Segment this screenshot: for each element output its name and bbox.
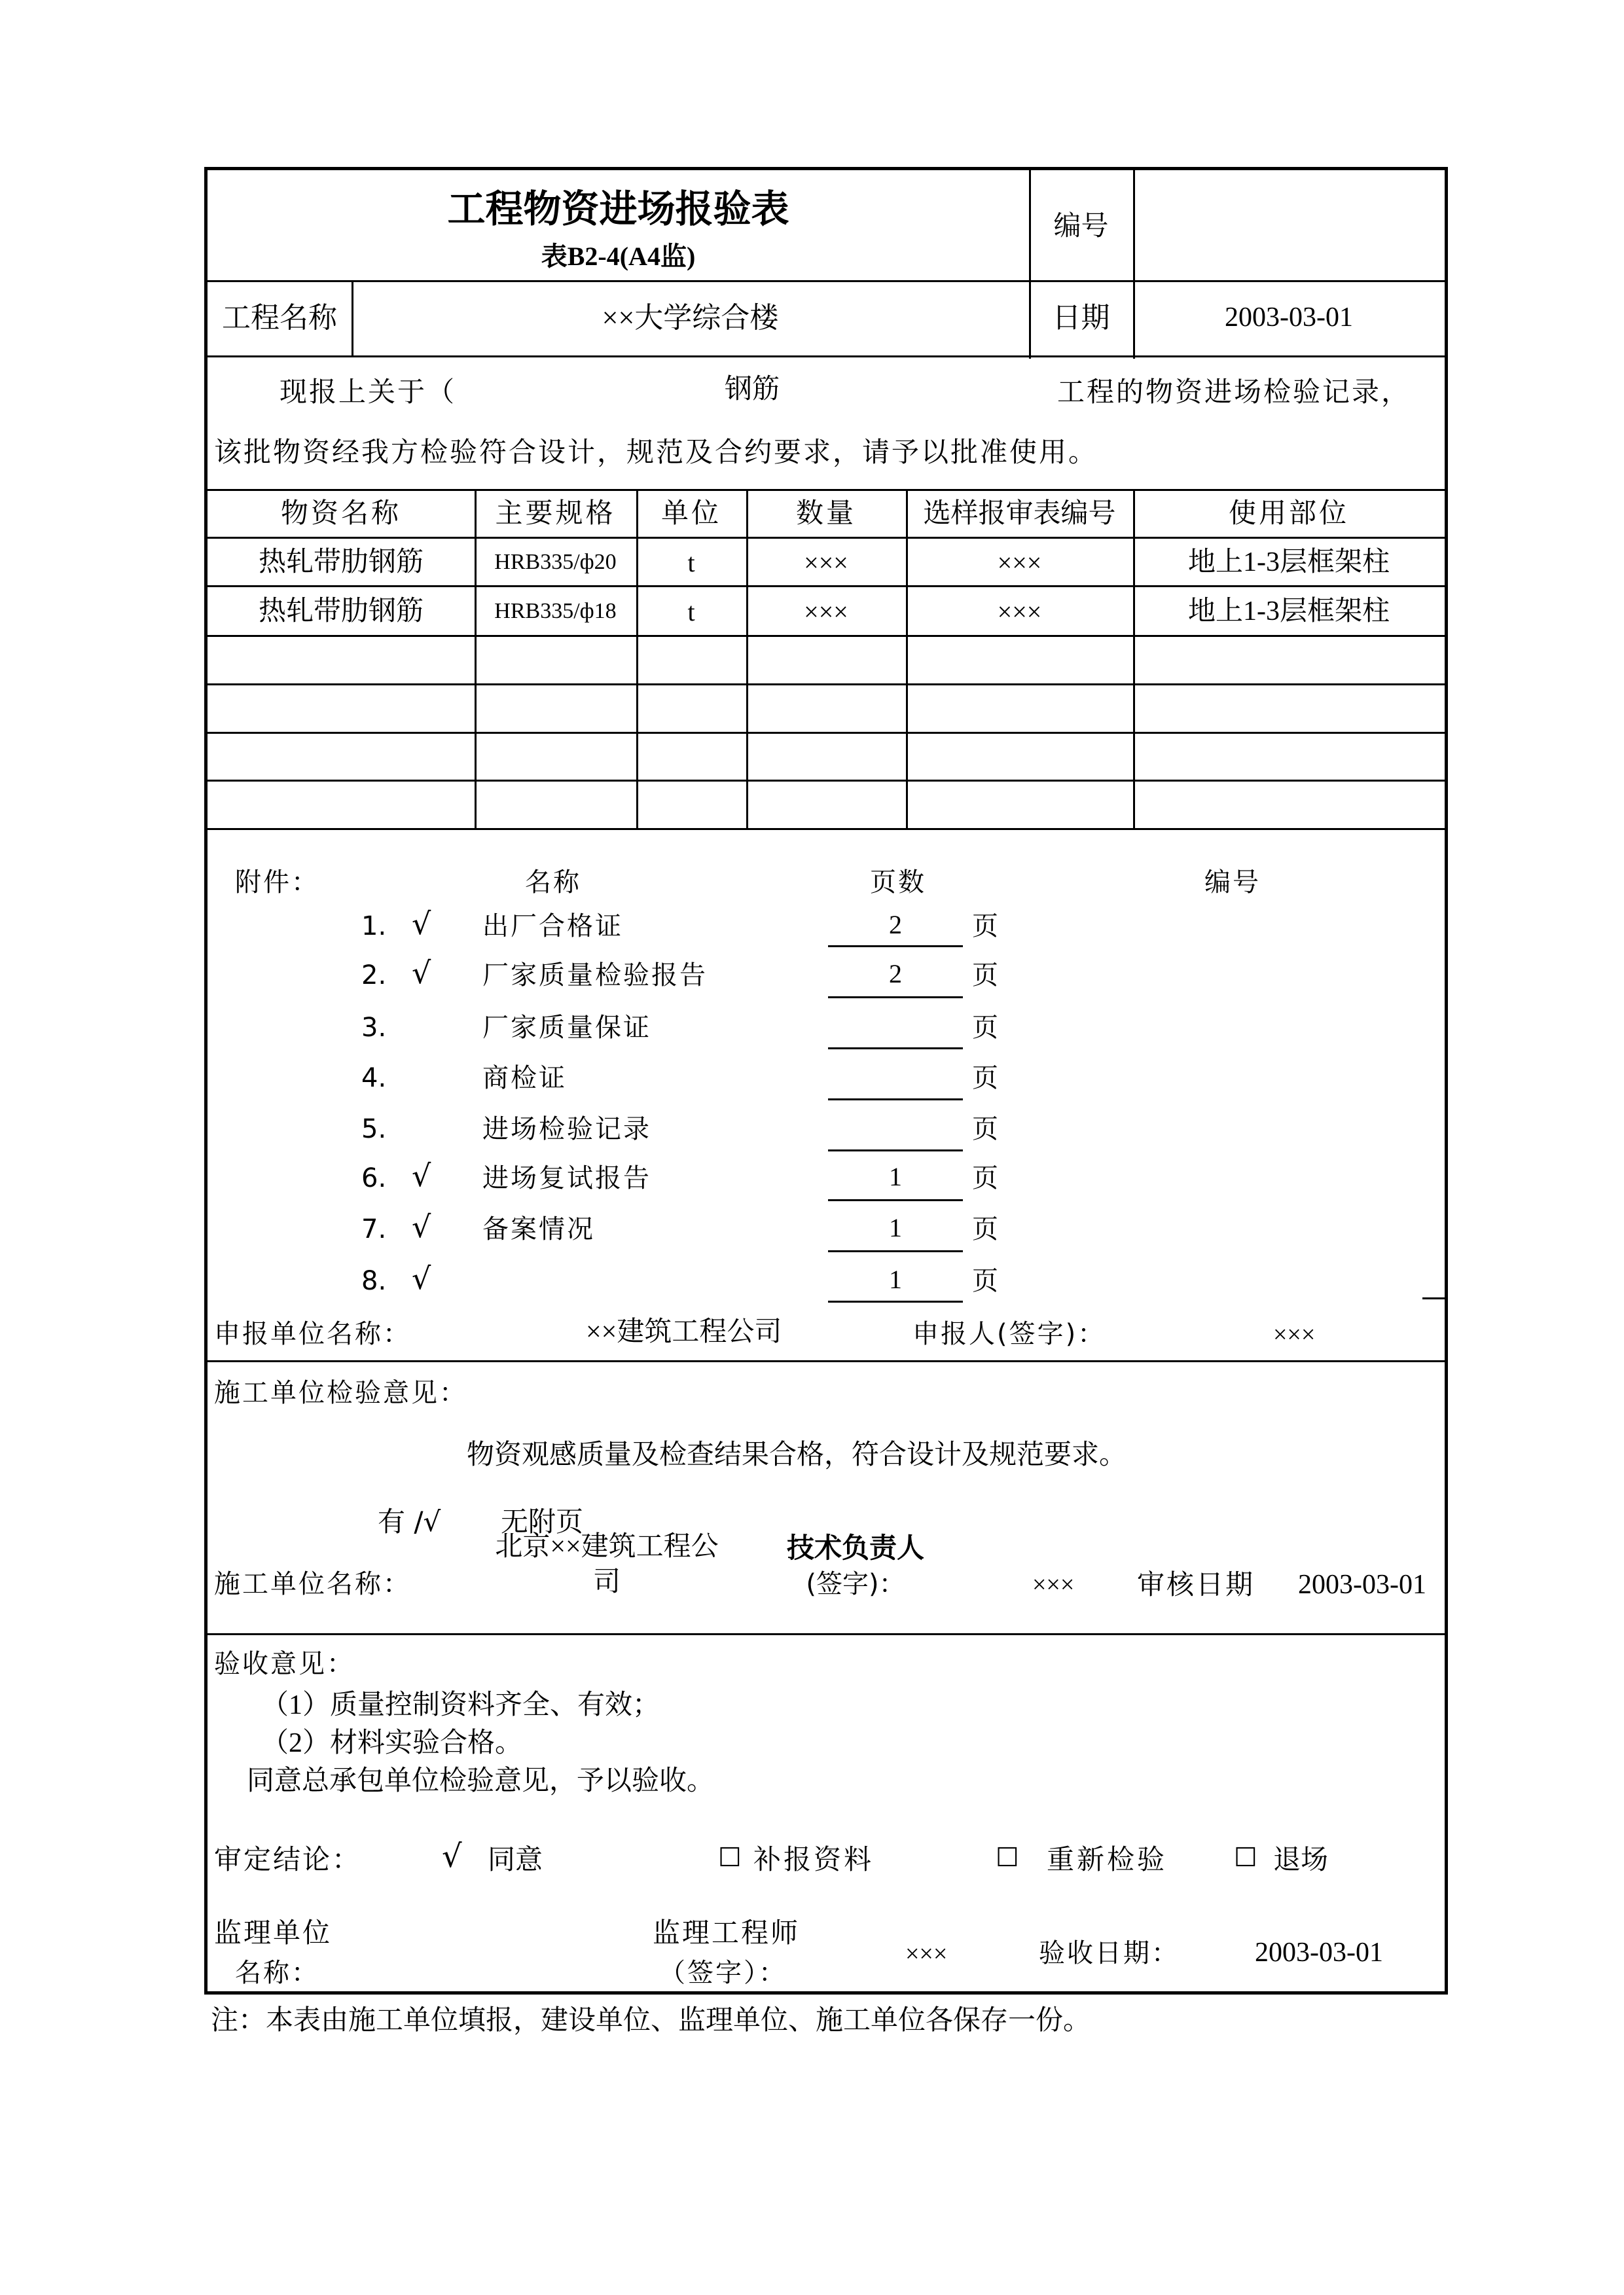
table-cell: ××× bbox=[804, 597, 848, 626]
check-mark: √ bbox=[412, 1261, 431, 1296]
page-unit: 页 bbox=[972, 1063, 998, 1093]
attach-prefix: 有 /√ bbox=[378, 1506, 441, 1538]
material-name: 钢筋 bbox=[725, 374, 780, 405]
date-label: 日期 bbox=[1052, 301, 1110, 334]
table-cell: ××× bbox=[997, 597, 1042, 626]
attachment-name: 进场复试报告 bbox=[482, 1163, 651, 1193]
tech-lead-label: 技术负责人 bbox=[786, 1532, 924, 1564]
attachment-index: 2. bbox=[361, 960, 387, 990]
checkbox-icon[interactable]: ☐ bbox=[996, 1843, 1019, 1873]
table-cell: ××× bbox=[997, 548, 1042, 577]
col-sample-number: 选样报审表编号 bbox=[923, 497, 1116, 529]
applicant-person-value: ××× bbox=[1273, 1321, 1316, 1348]
option-label: 补报资料 bbox=[753, 1843, 875, 1875]
construction-unit-value-cont: 司 bbox=[592, 1567, 621, 1597]
page-unit: 页 bbox=[972, 960, 998, 990]
col-unit: 单位 bbox=[660, 497, 721, 529]
attachment-pages: 2 bbox=[889, 959, 902, 988]
project-name-label: 工程名称 bbox=[222, 301, 337, 334]
attachment-pages: 1 bbox=[889, 1162, 902, 1191]
engineer-value: ××× bbox=[905, 1940, 948, 1968]
table-cell: 热轧带肋钢筋 bbox=[258, 596, 424, 626]
acceptance-line: （1）质量控制资料齐全、有效； bbox=[261, 1690, 660, 1720]
applicant-unit-value: ××建筑工程公司 bbox=[586, 1317, 782, 1347]
table-cell: 热轧带肋钢筋 bbox=[258, 547, 424, 577]
col-material-name: 物资名称 bbox=[280, 497, 401, 529]
construction-unit-value: 北京××建筑工程公 bbox=[495, 1532, 719, 1562]
page-unit: 页 bbox=[972, 1163, 998, 1193]
tech-lead-sign-label: (签字)： bbox=[806, 1569, 905, 1599]
table-cell: HRB335/ф20 bbox=[494, 550, 617, 574]
applicant-unit-label: 申报单位名称： bbox=[214, 1319, 411, 1349]
acceptance-line: 同意总承包单位检验意见，予以验收。 bbox=[247, 1766, 715, 1796]
page-unit: 页 bbox=[972, 1214, 998, 1244]
acceptance-opinion-label: 验收意见： bbox=[214, 1649, 355, 1679]
col-location: 使用部位 bbox=[1228, 497, 1349, 529]
intro-prefix: 现报上关于（ bbox=[280, 376, 457, 408]
construction-unit-label: 施工单位名称： bbox=[214, 1569, 411, 1599]
option-label: 同意 bbox=[488, 1843, 543, 1875]
form-code: 表B2-4(A4监) bbox=[541, 242, 696, 271]
review-date-value: 2003-03-01 bbox=[1298, 1570, 1426, 1600]
checkbox-icon[interactable]: ☐ bbox=[1234, 1843, 1257, 1873]
check-mark: √ bbox=[412, 1209, 431, 1244]
table-cell: HRB335/ф18 bbox=[494, 599, 617, 623]
attachments-col-name: 名称 bbox=[525, 867, 581, 897]
check-mark: √ bbox=[442, 1838, 462, 1875]
number-label: 编号 bbox=[1053, 209, 1109, 242]
page-unit: 页 bbox=[972, 1266, 998, 1296]
supervisor-unit-label-cont: 名称： bbox=[235, 1958, 319, 1988]
attachment-name: 备案情况 bbox=[482, 1214, 595, 1244]
conclusion-label: 审定结论： bbox=[214, 1843, 362, 1875]
project-name-value: ××大学综合楼 bbox=[602, 302, 779, 334]
attachment-index: 6. bbox=[361, 1163, 387, 1193]
page-unit: 页 bbox=[972, 1114, 998, 1144]
attachment-pages: 1 bbox=[889, 1213, 902, 1242]
supervisor-unit-label: 监理单位 bbox=[214, 1917, 333, 1949]
attachment-index: 3. bbox=[361, 1013, 387, 1043]
attachments-label: 附件： bbox=[235, 867, 319, 897]
inspection-form bbox=[204, 167, 1448, 1995]
tech-lead-value: ××× bbox=[1032, 1571, 1075, 1599]
col-quantity: 数量 bbox=[795, 497, 856, 529]
table-cell: t bbox=[687, 597, 695, 626]
check-mark: √ bbox=[412, 1158, 431, 1193]
attachment-name: 厂家质量检验报告 bbox=[482, 960, 708, 990]
attachment-index: 8. bbox=[361, 1266, 387, 1296]
attachments-col-pages: 页数 bbox=[870, 867, 926, 897]
accept-date-value: 2003-03-01 bbox=[1255, 1938, 1383, 1968]
check-mark: √ bbox=[412, 906, 431, 941]
option-label: 退场 bbox=[1273, 1843, 1329, 1875]
attachment-pages: 1 bbox=[889, 1265, 902, 1294]
option-label: 重新检验 bbox=[1047, 1843, 1168, 1875]
attachment-name: 厂家质量保证 bbox=[482, 1013, 651, 1043]
attachments-col-number: 编号 bbox=[1204, 867, 1261, 897]
table-cell: ××× bbox=[804, 548, 848, 577]
attach-suffix: 无附页 bbox=[501, 1506, 584, 1538]
page-unit: 页 bbox=[972, 1013, 998, 1043]
applicant-person-label: 申报人(签字)： bbox=[912, 1319, 1106, 1349]
attachment-index: 5. bbox=[361, 1114, 387, 1144]
table-cell: 地上1-3层框架柱 bbox=[1188, 596, 1390, 626]
attachment-name: 进场检验记录 bbox=[482, 1114, 651, 1144]
table-cell: 地上1-3层框架柱 bbox=[1188, 547, 1390, 577]
construction-opinion-text: 物资观感质量及检查结果合格，符合设计及规范要求。 bbox=[467, 1440, 1127, 1470]
table-cell: t bbox=[687, 548, 695, 577]
review-date-label: 审核日期 bbox=[1137, 1568, 1255, 1600]
engineer-label: 监理工程师 bbox=[653, 1917, 801, 1949]
date-value: 2003-03-01 bbox=[1225, 302, 1353, 333]
accept-date-label: 验收日期： bbox=[1039, 1938, 1180, 1968]
construction-opinion-label: 施工单位检验意见： bbox=[214, 1378, 467, 1408]
checkbox-icon[interactable]: ☐ bbox=[718, 1843, 742, 1873]
page-unit: 页 bbox=[972, 911, 998, 941]
attachment-index: 4. bbox=[361, 1063, 387, 1093]
acceptance-line: （2）材料实验合格。 bbox=[261, 1728, 523, 1758]
attachment-index: 7. bbox=[361, 1214, 387, 1244]
attachment-name: 出厂合格证 bbox=[482, 911, 623, 941]
attachment-name: 商检证 bbox=[482, 1063, 567, 1093]
approval-statement: 该批物资经我方检验符合设计，规范及合约要求，请予以批准使用。 bbox=[214, 436, 1098, 468]
form-title: 工程物资进场报验表 bbox=[447, 187, 789, 231]
check-mark: √ bbox=[412, 955, 431, 990]
engineer-sign-label: （签字）： bbox=[659, 1958, 787, 1988]
attachment-index: 1. bbox=[361, 911, 387, 941]
intro-suffix: 工程的物资进场检验记录， bbox=[1057, 376, 1411, 408]
attachment-pages: 2 bbox=[889, 910, 902, 939]
footnote: 注：本表由施工单位填报，建设单位、监理单位、施工单位各保存一份。 bbox=[211, 2006, 1091, 2036]
col-spec: 主要规格 bbox=[495, 497, 616, 529]
